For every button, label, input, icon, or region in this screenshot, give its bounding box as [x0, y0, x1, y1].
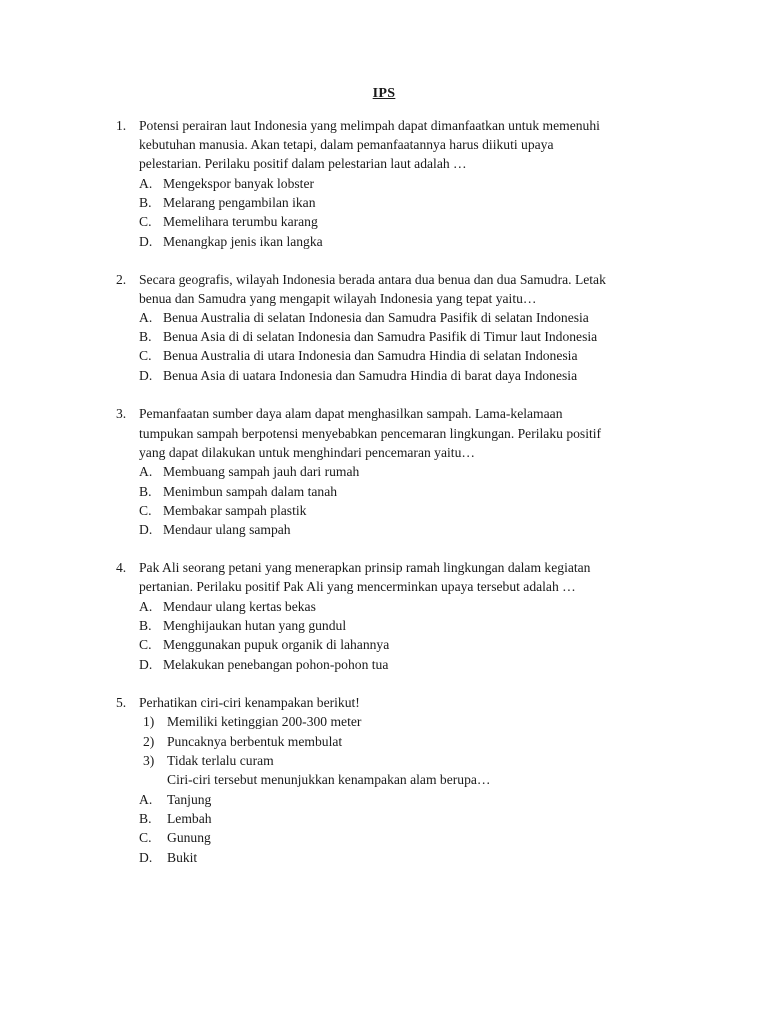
option-letter: A.	[139, 599, 153, 614]
option-letter: C.	[139, 503, 152, 518]
option-letter: C.	[139, 637, 152, 652]
option-text: Bukit	[167, 850, 198, 865]
option-text: Menghijaukan hutan yang gundul	[163, 618, 347, 633]
question-number: 2.	[116, 272, 127, 287]
option-text: Lembah	[167, 811, 212, 826]
option-text: Melakukan penebangan pohon-pohon tua	[163, 657, 389, 672]
option-letter: A.	[139, 792, 153, 807]
option-letter: D.	[139, 522, 153, 537]
feature-item-text: Memiliki ketinggian 200-300 meter	[167, 714, 362, 729]
option-letter: D.	[139, 850, 153, 865]
question-text-line: Pak Ali seorang petani yang menerapkan prinsip ramah lingkungan dalam kegiatan	[139, 560, 591, 575]
option-text: Benua Asia di uatara Indonesia dan Samudra Hindia di barat daya Indonesia	[163, 368, 578, 383]
question-prompt: Ciri-ciri tersebut menunjukkan kenampakan alam berupa…	[167, 772, 491, 787]
option-text: Mengekspor banyak lobster	[163, 176, 315, 191]
option-text: Membuang sampah jauh dari rumah	[163, 464, 360, 479]
question-text-line: Secara geografis, wilayah Indonesia berada antara dua benua dan dua Samudra. Letak	[139, 272, 606, 287]
feature-item-number: 2)	[143, 734, 155, 749]
option-letter: C.	[139, 348, 152, 363]
document-title: IPS	[372, 86, 396, 101]
option-text: Tanjung	[167, 792, 212, 807]
option-letter: A.	[139, 176, 153, 191]
option-text: Benua Asia di di selatan Indonesia dan Samudra Pasifik di Timur laut Indonesia	[163, 329, 598, 344]
question-number: 1.	[116, 118, 127, 133]
question-text-line: tumpukan sampah berpotensi menyebabkan pencemaran lingkungan. Perilaku positif	[139, 426, 602, 441]
option-letter: D.	[139, 368, 153, 383]
option-text: Memelihara terumbu karang	[163, 214, 318, 229]
question-text-line: yang dapat dilakukan untuk menghindari pencemaran yaitu…	[139, 445, 475, 460]
question-text-line: pelestarian. Perilaku positif dalam pelestarian laut adalah …	[139, 156, 467, 171]
option-text: Mendaur ulang sampah	[163, 522, 291, 537]
option-letter: C.	[139, 214, 152, 229]
option-letter: B.	[139, 484, 152, 499]
option-letter: A.	[139, 464, 153, 479]
option-text: Gunung	[167, 830, 211, 845]
option-text: Membakar sampah plastik	[163, 503, 307, 518]
question-text-line: benua dan Samudra yang mengapit wilayah Indonesia yang tepat yaitu…	[139, 291, 537, 306]
option-letter: B.	[139, 618, 152, 633]
option-text: Menangkap jenis ikan langka	[163, 234, 323, 249]
option-letter: B.	[139, 811, 152, 826]
question-text-line: pertanian. Perilaku positif Pak Ali yang mencerminkan upaya tersebut adalah …	[139, 579, 576, 594]
question-number: 4.	[116, 560, 127, 575]
option-text: Menggunakan pupuk organik di lahannya	[163, 637, 390, 652]
option-letter: D.	[139, 657, 153, 672]
option-letter: C.	[139, 830, 152, 845]
question-number: 5.	[116, 695, 127, 710]
option-text: Benua Australia di utara Indonesia dan Samudra Hindia di selatan Indonesia	[163, 348, 578, 363]
feature-item-number: 3)	[143, 753, 155, 768]
option-letter: B.	[139, 195, 152, 210]
question-number: 3.	[116, 406, 127, 421]
option-letter: B.	[139, 329, 152, 344]
feature-item-number: 1)	[143, 714, 155, 729]
question-text-line: Potensi perairan laut Indonesia yang melimpah dapat dimanfaatkan untuk memenuhi	[139, 118, 600, 133]
option-letter: A.	[139, 310, 153, 325]
option-text: Benua Australia di selatan Indonesia dan Samudra Pasifik di selatan Indonesia	[163, 310, 589, 325]
question-text-line: kebutuhan manusia. Akan tetapi, dalam pemanfaatannya harus diikuti upaya	[139, 137, 554, 152]
option-text: Melarang pengambilan ikan	[163, 195, 316, 210]
feature-item-text: Puncaknya berbentuk membulat	[167, 734, 343, 749]
question-text-line: Pemanfaatan sumber daya alam dapat menghasilkan sampah. Lama-kelamaan	[139, 406, 563, 421]
question-text-line: Perhatikan ciri-ciri kenampakan berikut!	[139, 695, 360, 710]
feature-item-text: Tidak terlalu curam	[167, 753, 274, 768]
option-letter: D.	[139, 234, 153, 249]
option-text: Mendaur ulang kertas bekas	[163, 599, 316, 614]
option-text: Menimbun sampah dalam tanah	[163, 484, 338, 499]
